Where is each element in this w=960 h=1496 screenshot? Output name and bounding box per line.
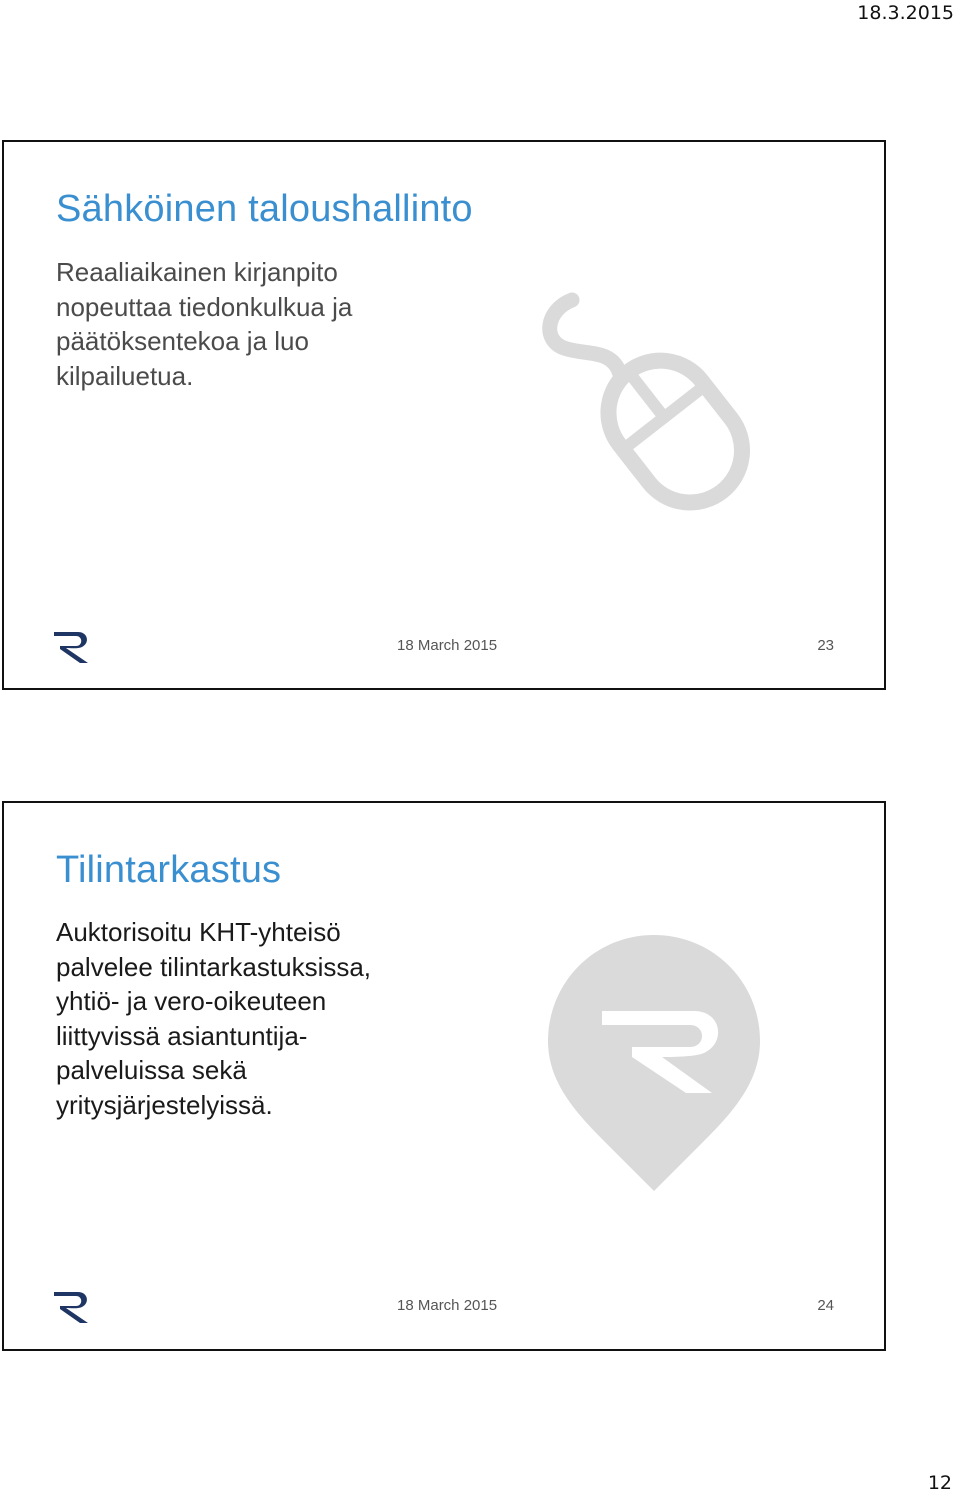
page-date: 18.3.2015 [857, 2, 954, 24]
slide-footer-date: 18 March 2015 [397, 1297, 498, 1314]
company-logo-icon [52, 1286, 92, 1326]
slide-footer-date: 18 March 2015 [397, 637, 498, 654]
slide-title: Tilintarkastus [56, 849, 282, 891]
slide-24 [2, 801, 886, 1351]
slide-body: Auktorisoitu KHT-yhteisö palvelee tilintarkastuksissa, yhtiö- ja vero-oikeuteen liittyvissä asiantuntija- palveluissa sekä yritysjärjestelyissä. [56, 917, 372, 1120]
page-number: 12 [927, 1472, 952, 1494]
company-logo-icon [52, 626, 92, 666]
slide-body: Reaaliaikainen kirjanpito nopeuttaa tiedonkulkua ja päätöksentekoa ja luo kilpailuetua. [56, 257, 353, 391]
computer-mouse-icon [534, 290, 764, 520]
slide-number: 24 [817, 1297, 834, 1314]
location-pin-logo-icon [544, 931, 764, 1193]
slide-number: 23 [817, 637, 834, 654]
slide-23 [2, 140, 886, 690]
slide-title: Sähköinen taloushallinto [56, 188, 473, 230]
